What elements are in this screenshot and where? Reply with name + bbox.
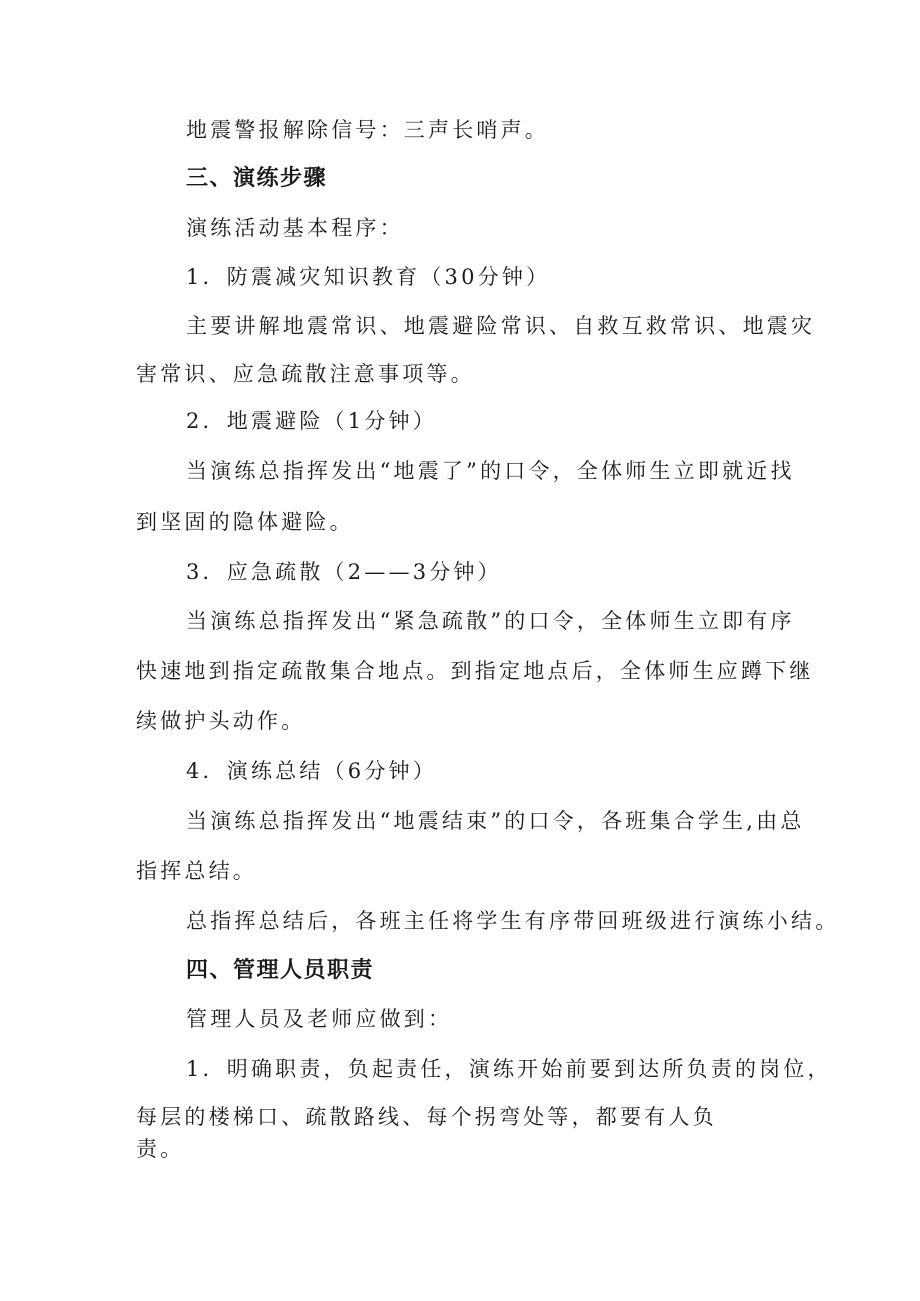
step-4-title: 4．演练总结（6分钟） — [186, 759, 437, 783]
step-1-body-line-1: 主要讲解地震常识、地震避险常识、自救互救常识、地震灾 — [186, 314, 816, 338]
step-3-body-line-3: 续做护头动作。 — [136, 709, 306, 733]
section-heading-drill-steps: 三、演练步骤 — [186, 166, 328, 191]
duties-intro-line: 管理人员及老师应做到： — [186, 1007, 453, 1031]
alarm-clear-signal-line: 地震警报解除信号：三声长哨声。 — [186, 118, 549, 142]
step-1-title: 1．防震减灾知识教育（30分钟） — [186, 265, 551, 289]
step-2-title: 2．地震避险（1分钟） — [186, 409, 437, 433]
step-4-body-line-2: 指挥总结。 — [136, 859, 257, 883]
procedure-intro-line: 演练活动基本程序： — [186, 216, 404, 240]
duty-1-line-1: 1．明确职责，负起责任，演练开始前要到达所负责的岗位， — [186, 1057, 832, 1081]
duty-1-line-3: 责。 — [136, 1137, 185, 1161]
step-1-body-line-2: 害常识、应急疏散注意事项等。 — [136, 362, 475, 386]
step-3-title: 3．应急疏散（2——3分钟） — [186, 560, 502, 584]
step-4-body-line-1: 当演练总指挥发出“地震结束”的口令，各班集合学生,由总 — [186, 809, 805, 833]
step-2-body-line-1: 当演练总指挥发出“地震了”的口令，全体师生立即就近找 — [186, 459, 795, 483]
duty-1-line-2: 每层的楼梯口、疏散路线、每个拐弯处等，都要有人负 — [136, 1105, 717, 1129]
step-3-body-line-2: 快速地到指定疏散集合地点。到指定地点后，全体师生应蹲下继 — [136, 659, 814, 683]
summary-line: 总指挥总结后，各班主任将学生有序带回班级进行演练小结。 — [186, 909, 840, 933]
section-heading-manager-duties: 四、管理人员职责 — [186, 958, 375, 983]
step-2-body-line-2: 到坚固的隐体避险。 — [136, 510, 354, 534]
step-3-body-line-1: 当演练总指挥发出“紧急疏散”的口令，全体师生立即有序 — [186, 609, 795, 633]
